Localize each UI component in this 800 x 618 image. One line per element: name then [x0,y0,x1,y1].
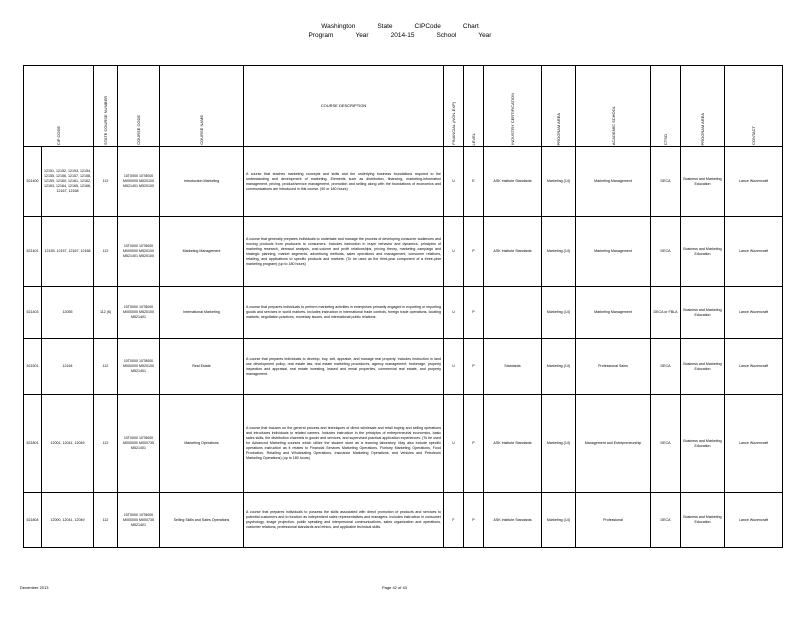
cell-financial: U [444,217,464,287]
cell-course-code: 10T0000 10T8000 M000000 M520100 M521401 [118,339,160,395]
table-row [24,287,783,339]
cell-program-area: Marketing (14) [542,147,576,217]
table-row [24,147,783,217]
cell-cip-code: 521801 [24,395,42,493]
header-contact: CONTACT [725,66,783,147]
header-row [24,66,783,147]
cell-contact: Lance Wozencraft [725,493,783,548]
cell-course-description: A course that focuses on the general process and techniques of direct wholesale and retail buying and selling operations and introduces individuals to related careers. Includes instruction in the principles of entrepreneurial economics, basic sales skills, the distribution channels to goods and services, and supervised practical application experiences. (To be used for Advanced Marketing courses which utilize the student store as a learning laboratory. May also include specific operations instruction as it relates to Financial Services Marketing Operations, Floristry Marketing Operations, Food Production, Retailing and Wholesaling Operations, Insurance Marketing Operations, and Vehicles and Petroleum Marketing Operations) (up to 180 hours) [244,395,444,493]
title-word: School [436,32,457,39]
cell-course-name: Selling Skills and Sales Operations [160,493,244,548]
table-row [24,217,783,287]
cell-industry-certification: ASK Institute Standards [484,147,542,217]
cell-academic-school: Marketing Management [576,147,651,217]
cell-industry-certification: Standards [484,339,542,395]
cip-code-table [23,65,783,548]
cell-program-area-2: Business and Marketing Education [681,493,725,548]
cell-ctso: DECA [651,395,681,493]
cell-course-code: 10T0000 10T8000 M000000 M520100 M521401 [118,287,160,339]
cell-program-area-2: Business and Marketing Education [681,287,725,339]
cell-financial: U [444,287,464,339]
header-ctso: CTSO [651,66,681,147]
title-word: Year [478,32,492,39]
cell-course-code: 10T0000 10T8000 M000000 M000735 M521401 [118,395,160,493]
table-row [24,395,783,493]
cell-level: P [464,395,484,493]
cell-state-course-number: 12000, 12041, 12049 [42,493,94,548]
cell-cip-code: 521400 [24,147,42,217]
cell-financial: U [444,147,464,217]
cell-contact: Lance Wozencraft [725,147,783,217]
cell-ctso: DECA or FBLA [651,287,681,339]
header-financial: FINANCIAL (NON-EXP) [444,66,464,147]
cell-course-name: Introduction Marketing [160,147,244,217]
cell-state-course-number: 12164 [42,339,94,395]
cell-course-description: A course that teaches marketing concepts and skills and the underlying business foundations required to the understanding and development of marketing. Elements such as distribution, financing, marketing-information management, pricing, product/service management, promotion and selling along with the foundations of economics and communications are introduced in this course. (90 or 180 hours) [244,147,444,217]
title-word: Chart [462,23,479,30]
header-course-code: COURSE CODE [118,66,160,147]
cell-cip-code: 521501 [24,339,42,395]
title-word: Washington [321,23,356,30]
cell-contact: Lance Wozencraft [725,339,783,395]
cell-financial: U [444,395,464,493]
cell-ctso: DECA [651,147,681,217]
cell-program-area: Marketing (14) [542,287,576,339]
cell-course-name: Marketing Operations [160,395,244,493]
header-academic-school: ACADEMIC SCHOOL [576,66,651,147]
cell-state-course-number: 12001, 12041, 12049 [42,395,94,493]
cell-industry-certification: ASK Institute Standards [484,493,542,548]
cell-cip-code: 521401 [24,217,42,287]
cell-cip-code: 521403 [24,287,42,339]
cell-financial: F [444,493,464,548]
cell-program-area-2: Business and Marketing Education [681,147,725,217]
header-course-description: COURSE DESCRIPTION [244,66,444,147]
header-cip-code: CIP CODE [24,66,94,147]
cell-course-number: 112 (6) [94,287,118,339]
cell-academic-school: Marketing Management [576,287,651,339]
title-word: State [377,23,393,30]
title-word: Program [308,32,334,39]
cell-ctso: DECA [651,493,681,548]
cell-program-area-2: Business and Marketing Education [681,217,725,287]
cell-academic-school: Marketing Management [576,217,651,287]
cell-industry-certification: ASK Institute Standards [484,395,542,493]
cell-state-course-number: 12151, 12152, 12153, 12154, 12155, 12156, 12157, 12158, 12159, 12160, 12161, 12162, 12163, 12164, 12165, 12166, 12167, 12168 [42,147,94,217]
cell-course-number: 112 [94,493,118,548]
header-state-course-number: STATE COURSE NUMBER [94,66,118,147]
cell-academic-school: Professional [576,493,651,548]
table-row [24,339,783,395]
header-industry-certification: INDUSTRY CERTIFICATION [484,66,542,147]
table-row [24,493,783,548]
header-program-area: PROGRAM AREA [542,66,576,147]
document-title [0,22,800,40]
cell-program-area: Marketing (14) [542,395,576,493]
header-course-name: COURSE NAME [160,66,244,147]
header-program-area-2: PROGRAM AREA [681,66,725,147]
cell-level: P [464,287,484,339]
cell-contact: Lance Wozencraft [725,217,783,287]
cell-program-area-2: Business and Marketing Education [681,339,725,395]
cell-course-description: A course that prepares individuals to develop, buy, sell, appraise, and manage real property. Includes instruction in land use development policy; real estate law, real estate marketing procedures, agency management, brokerage, property inspection and appraisal, real estate investing, leased and rental properties, commercial real estate, and property management. [244,339,444,395]
cell-program-area-2: Business and Marketing Education [681,395,725,493]
cell-level: E [464,147,484,217]
cell-financial: U [444,339,464,395]
cell-state-course-number: 12155, 12157, 12167, 12168 [42,217,94,287]
cell-program-area: Marketing (14) [542,493,576,548]
cell-course-number: 112 [94,147,118,217]
cell-course-description: A course that generally prepares individuals to undertake and manage the process of developing consumer audiences and moving products from producers to consumers. Includes instruction in buyer behavior and dynamics, principles of marketing research, demand analysis, cost-volume and profit relationships, pricing theory, marketing campaign and strategic planning, market segments, advertising methods, sales operations and management, consumer relations, retailing, and applications to specific products and markets. (To be used as the third-year component of a three-year marketing program) (up to 180 hours) [244,217,444,287]
cell-level: P [464,493,484,548]
footer-date: December 2013 [20,585,49,590]
cell-course-number: 112 [94,339,118,395]
cell-contact: Lance Wozencraft [725,287,783,339]
cell-course-description: A course that prepares individuals to possess the skills associated with direct promotion of products and services to potential customers and to function as independent sales representatives and managers. Includes instruction in consumer psychology, image projection, public speaking and interpersonal communications, sales organization and operations, customer relations, professional standards and ethics, and applicable technical skills. [244,493,444,548]
cell-program-area: Marketing (14) [542,217,576,287]
cell-course-code: 10T0000 10T8000 M000000 M520100 M521401 M520100 [118,217,160,287]
cell-cip-code: 521804 [24,493,42,548]
cell-academic-school: Management and Entrepreneurship [576,395,651,493]
cell-academic-school: Professional Sales [576,339,651,395]
header-level: LEVEL [464,66,484,147]
cell-industry-certification: ASK Institute Standards [484,217,542,287]
cell-level: P [464,217,484,287]
title-word: Year [355,32,369,39]
cell-course-code: 10T0000 10T8000 M000000 M520100 M521401 M520100 [118,147,160,217]
cell-course-name: Real Estate [160,339,244,395]
cell-course-name: Marketing Management [160,217,244,287]
cell-course-name: International Marketing [160,287,244,339]
cell-industry-certification [484,287,542,339]
cell-ctso: DECA [651,339,681,395]
cell-contact: Lance Wozencraft [725,395,783,493]
cell-state-course-number: 12055 [42,287,94,339]
cell-program-area: Marketing (14) [542,339,576,395]
cell-level: P [464,339,484,395]
cell-course-code: 10T0000 10T8000 M000000 M000735 M521401 [118,493,160,548]
cell-course-number: 112 [94,395,118,493]
cell-course-description: A course that prepares individuals to perform marketing activities in enterprises primarily engaged in exporting or importing goods and services in world markets. Includes instruction in international trade controls, foreign trade operations, locating markets, negotiation practices, monetary issues, and international public relations. [244,287,444,339]
footer-page-number: Page 42 of 43 [382,585,407,590]
title-word: CIPCode [414,23,441,30]
title-word: 2014-15 [390,32,415,39]
cell-course-number: 112 [94,217,118,287]
cell-ctso: DECA [651,217,681,287]
